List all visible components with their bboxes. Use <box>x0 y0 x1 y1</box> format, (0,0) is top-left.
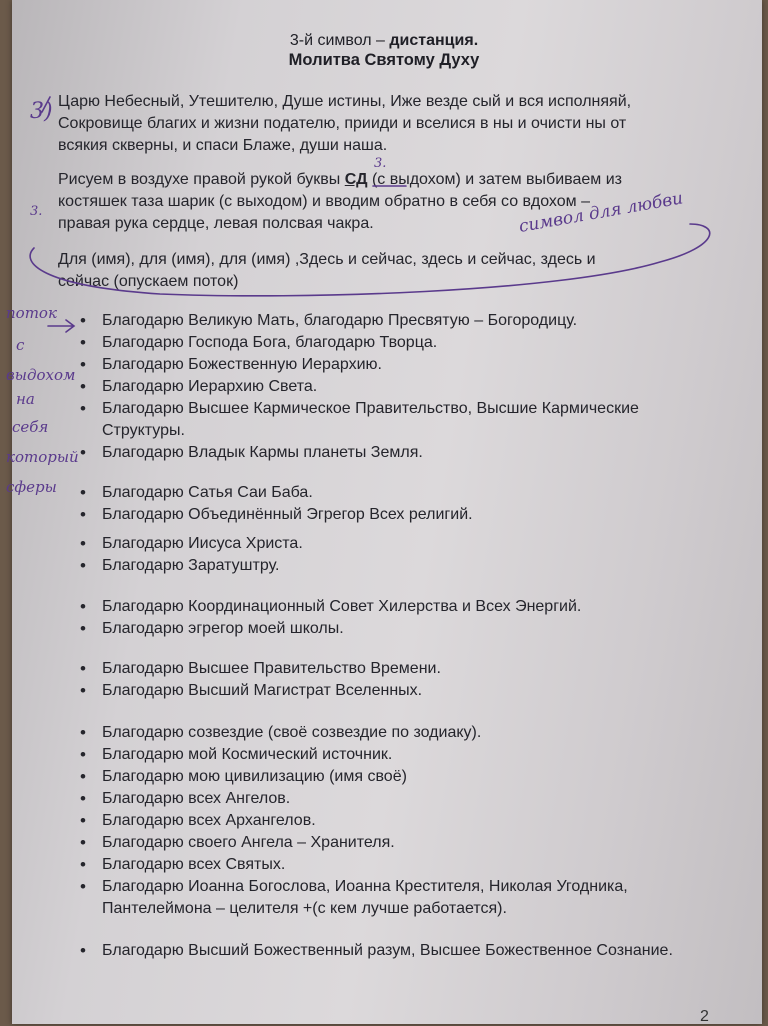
list-item: • Благодарю Владык Кармы планеты Земля. <box>80 442 710 464</box>
stream-ellipse-mark <box>30 224 710 296</box>
list-item: • Благодарю Координационный Совет Хилерства и Всех Энергий. <box>80 596 710 618</box>
handwritten-note: символ для любви <box>517 188 685 237</box>
handwritten-number: 3) <box>30 99 53 124</box>
list-item: • Благодарю Великую Мать, благодарю Пресвятую – Богородицу. <box>80 310 710 332</box>
handwritten-margin-word: выдохом <box>6 366 76 384</box>
list-item: • Благодарю всех Ангелов. <box>80 788 710 810</box>
list-item: • Благодарю Господа Бога, благодарю Творца. <box>80 332 710 354</box>
handwritten-margin-word: с <box>16 336 25 354</box>
prayer-line: Царю Небесный, Утешителю, Душе истины, Иже везде сый и вся исполняяй, <box>58 93 632 110</box>
handwritten-number: 3. <box>30 204 43 219</box>
list-item: • Благодарю своего Ангела – Хранителя. <box>80 832 710 854</box>
handwritten-margin-word: поток <box>6 304 57 322</box>
handwritten-margin-word: сферы <box>6 478 57 496</box>
list-item: • Благодарю Объединённый Эгрегор Всех религий. <box>80 504 710 526</box>
title-line-2: Молитва Святому Духу <box>288 51 480 69</box>
list-item: • Благодарю Божественную Иерархию. <box>80 354 710 376</box>
handwritten-number: 3. <box>374 156 387 171</box>
list-item: • Благодарю Иисуса Христа. <box>80 533 710 555</box>
list-item: • Благодарю мой Космический источник. <box>80 744 710 766</box>
title-line-1: 3-й символ – дистанция. <box>289 32 479 49</box>
list-item: • Благодарю всех Святых. <box>80 854 710 876</box>
prayer-line: Сокровище благих и жизни подателю, прииди и вселися в ны и очисти ны от <box>58 115 627 132</box>
list-item: • Благодарю Высший Магистрат Вселенных. <box>80 680 710 702</box>
instruction-line: костяшек таза шарик (с выходом) и вводим обратно в себя со вдохом – <box>58 193 590 210</box>
list-item: • Благодарю Высшее Правительство Времени. <box>80 658 710 680</box>
prayer-line: всякия скверны, и спаси Блаже, души наша. <box>58 137 388 154</box>
handwritten-margin-word: на <box>16 390 35 408</box>
list-item: • Благодарю Заратуштру. <box>80 555 710 577</box>
list-item: • Благодарю Иерархию Света. <box>80 376 710 398</box>
list-item: • Благодарю созвездие (своё созвездие по зодиаку). <box>80 722 710 744</box>
stream-line: Для (имя), для (имя), для (имя) ,Здесь и сейчас, здесь и сейчас, здесь и <box>58 251 596 268</box>
list-item: • Благодарю Иоанна Богослова, Иоанна Крестителя, Николая Угодника, Пантелеймона – целителя +(с кем лучше работается). <box>80 876 710 920</box>
list-item: • Благодарю эгрегор моей школы. <box>80 618 710 640</box>
list-item: • Благодарю Высшее Кармическое Правительство, Высшие Кармические Структуры. <box>80 398 710 442</box>
instruction-line: Рисуем в воздухе правой рукой буквы СД (с выдохом) и затем выбиваем из <box>58 171 622 188</box>
list-item: • Благодарю Высший Божественный разум, Высшее Божественное Сознание. <box>80 940 710 962</box>
list-item: • Благодарю мою цивилизацию (имя своё) <box>80 766 710 788</box>
instruction-line: правая рука сердце, левая полсвая чакра. <box>58 215 374 232</box>
handwritten-margin-word: себя <box>12 418 49 436</box>
handwritten-margin-word: который <box>6 448 79 466</box>
list-item: • Благодарю Сатья Саи Баба. <box>80 482 710 504</box>
page-number: 2 <box>700 1008 709 1025</box>
list-item: • Благодарю всех Архангелов. <box>80 810 710 832</box>
stream-line: сейчас (опускаем поток) <box>58 273 239 290</box>
